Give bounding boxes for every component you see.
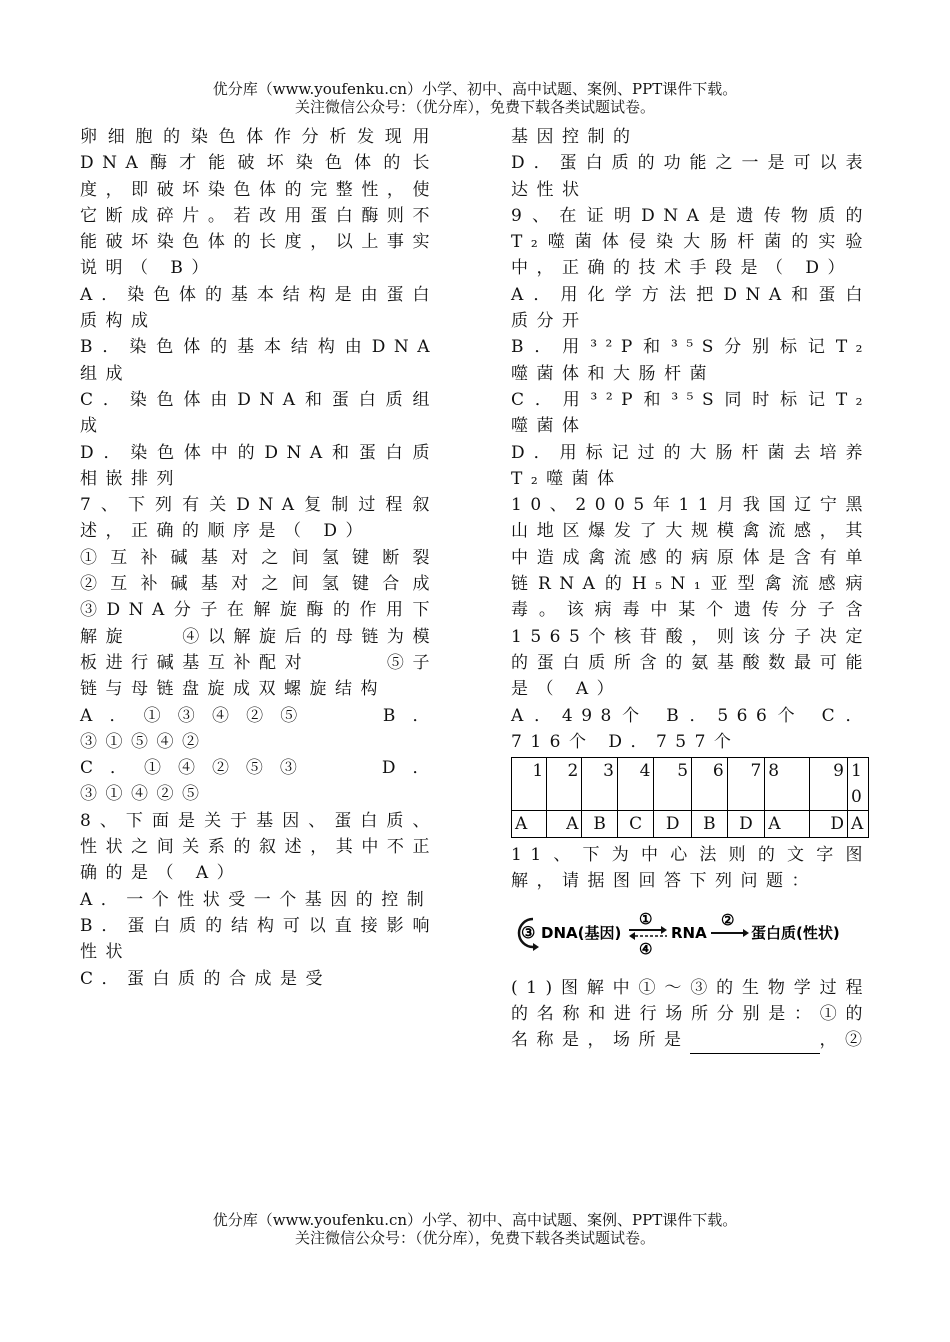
- answer-number: 8: [765, 758, 810, 811]
- answer-letter: A: [765, 811, 810, 838]
- q7-options-ab: A．①③④②⑤ B．③①⑤④②: [80, 705, 438, 752]
- answer-letter: A: [512, 811, 547, 838]
- q7-stem: 7、下列有关DNA复制过程叙述，正确的顺序是（ D）: [80, 495, 438, 542]
- header-line-1: 优分库（www.youfenku.cn）小学、初中、高中试题、案例、PPT课件下载。: [212, 80, 738, 98]
- answer-number: 4: [617, 758, 654, 811]
- label-dna: DNA(基因): [541, 923, 622, 942]
- header-line-2: 关注微信公众号：（优分库），免费下载各类试题试卷。: [294, 98, 655, 116]
- q7-steps: ①互补碱基对之间氢键断裂 ②互补碱基对之间氢键合成 ③DNA分子在解旋酶的作用下解旋 ④以解旋后的母链为模板进行碱基互补配对 ⑤子链与母链盘旋成双螺旋结构: [80, 547, 515, 700]
- transcription-arrowhead: [661, 926, 667, 934]
- q9-option-c: C．用³²P和³⁵S同时标记T₂噬菌体: [511, 389, 871, 437]
- q11-part1-b: ，场所是: [587, 1030, 690, 1051]
- answer-blank[interactable]: [690, 1035, 820, 1054]
- answer-letter: C: [617, 811, 654, 838]
- label-rna: RNA: [671, 923, 707, 942]
- q6-option-c: C．染色体由DNA和蛋白质组成: [80, 389, 438, 437]
- label-protein: 蛋白质(性状): [751, 923, 840, 942]
- answer-letter: D: [810, 811, 848, 838]
- answer-letter: A: [848, 811, 869, 838]
- answer-letter: A: [547, 811, 582, 838]
- q10-stem: 10、2005年11月我国辽宁黑山地区爆发了大规模禽流感，其中造成禽流感的病原体是含有单链RNA的H₅N₁亚型禽流感病毒。该病毒中某个遗传分子含1565个核苷酸，则该分子决定的蛋白质所含的氨基酸数最可能是（ A）: [511, 495, 871, 700]
- central-dogma-svg: [511, 911, 841, 955]
- answer-number: 7: [727, 758, 765, 811]
- label-n4: ④: [639, 939, 653, 955]
- right-column: [511, 124, 871, 1054]
- q6-option-d: D．染色体中的DNA和蛋白质相嵌排列: [80, 442, 438, 489]
- q9-stem: 9、在证明DNA是遗传物质的T₂噬菌体侵染大肠杆菌的实验中，正确的技术手段是（ D）: [511, 205, 871, 279]
- answer-letter: D: [727, 811, 765, 838]
- answer-number: 3: [582, 758, 618, 811]
- q8-option-c-cont: 基因控制的: [511, 127, 639, 147]
- answer-number: 6: [692, 758, 728, 811]
- answer-letter: B: [692, 811, 728, 838]
- central-dogma-diagram: [511, 911, 871, 955]
- answer-table: [511, 757, 869, 838]
- translation-arrowhead: [743, 929, 749, 937]
- q11-stem: 11、下为中心法则的文字图解，请据图回答下列问题：: [511, 845, 871, 892]
- answer-number: 2: [547, 758, 582, 811]
- footer-line-2: 关注微信公众号：（优分库），免费下载各类试题试卷。: [294, 1229, 655, 1247]
- q11-part1-a: (1)图解中①～③的生物学过程的名称和进行场所分别是：①的名称是: [511, 977, 871, 1051]
- q8-option-d: D．蛋白质的功能之一是可以表达性状: [511, 153, 871, 200]
- q7-options-cd: C．①④②⑤③ D．③①④②⑤: [80, 758, 438, 805]
- footer-line-1: 优分库（www.youfenku.cn）小学、初中、高中试题、案例、PPT课件下载。: [212, 1211, 738, 1229]
- header-banner: [0, 80, 950, 116]
- answer-number: 1: [512, 758, 547, 811]
- answer-letter: D: [654, 811, 692, 838]
- q11-part1-c: ，②: [819, 1030, 871, 1051]
- q8-option-c: C．蛋白质的合成是受: [80, 968, 332, 989]
- answer-number: 1 0: [848, 758, 869, 811]
- q9-option-d: D．用标记过的大肠杆菌去培养T₂噬菌体: [511, 442, 871, 489]
- q11-part1: [511, 975, 871, 1054]
- label-n1: ①: [639, 910, 653, 928]
- answer-letter: B: [582, 811, 618, 838]
- label-n2: ②: [721, 910, 735, 929]
- label-n3: ③: [521, 922, 536, 942]
- q9-option-b: B．用³²P和³⁵S分别标记T₂噬菌体和大肠杆菌: [511, 337, 871, 384]
- q6-stem: 卵细胞的染色体作分析发现用DNA酶才能破坏染色体的长度，即破坏染色体的完整性，使它断成碎片。若改用蛋白酶则不能破坏染色体的长度，以上事实说明（ B）: [80, 127, 438, 279]
- replication-arrowhead: [533, 943, 539, 951]
- answer-number: 5: [654, 758, 692, 811]
- q8-option-a: A．一个性状受一个基因的控制: [80, 889, 433, 910]
- q6-option-b: B．染色体的基本结构由DNA组成: [80, 337, 438, 384]
- reverse-transcription-arrowhead: [629, 932, 635, 940]
- left-column: [80, 124, 515, 992]
- q9-option-a: A．用化学方法把DNA和蛋白质分开: [511, 284, 871, 332]
- q6-option-a: A．染色体的基本结构是由蛋白质构成: [80, 284, 438, 332]
- q8-stem: 8、下面是关于基因、蛋白质、性状之间关系的叙述，其中不正确的是（ A）: [80, 810, 438, 884]
- answer-number: 9: [810, 758, 848, 811]
- q10-options: A．498个 B．566个 C．716个 D．757个: [511, 705, 871, 752]
- q8-option-b: B．蛋白质的结构可以直接影响性状: [80, 915, 438, 963]
- footer-banner: [0, 1211, 950, 1247]
